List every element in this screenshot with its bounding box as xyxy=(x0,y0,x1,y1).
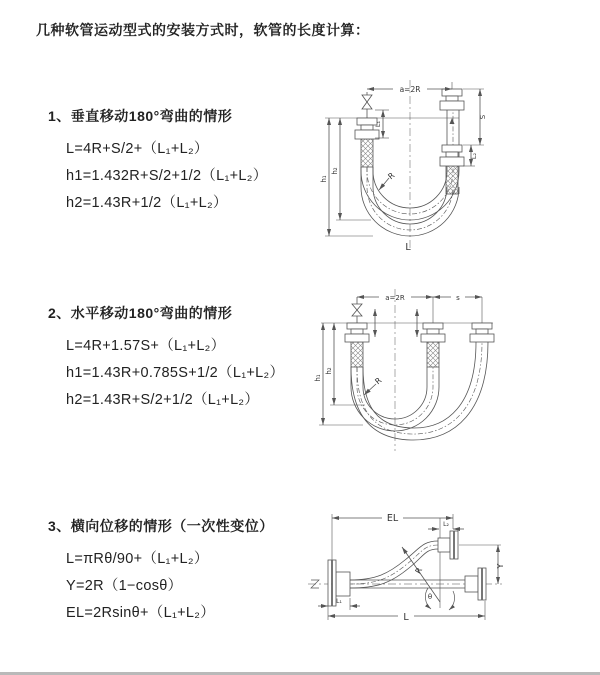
d3-angle-theta-label: θ xyxy=(427,593,433,601)
d2-dim-h2-label: h₂ xyxy=(325,367,333,375)
page-title: 几种软管运动型式的安装方式时，软管的长度计算： xyxy=(36,22,370,38)
formula-line: Y=2R（1−cosθ） xyxy=(66,578,183,594)
d3-dim-y-label: Y xyxy=(496,563,505,569)
left-fitting xyxy=(345,323,369,342)
upper-flange xyxy=(438,531,458,559)
dim-a2r xyxy=(357,297,482,323)
diagram-1-svg xyxy=(313,76,573,260)
d2-dim-s-label: s xyxy=(456,294,460,302)
formula-line: h2=1.43R+S/2+1/2（L₁+L₂） xyxy=(66,392,260,408)
d2-dim-a2r-label: a=2R xyxy=(385,294,405,302)
d3-length-label: L xyxy=(403,612,409,623)
formula-line: EL=2Rsinθ+（L₁+L₂） xyxy=(66,605,216,621)
braid-section xyxy=(446,166,458,194)
section-3-heading: 3、横向位移的情形（一次性变位） xyxy=(48,518,274,534)
section-1 xyxy=(48,106,268,217)
formula-line: h1=1.432R+S/2+1/2（L₁+L₂） xyxy=(66,168,268,184)
d1-length-label: L xyxy=(405,242,411,253)
braid-section xyxy=(361,139,373,167)
hose-displaced-position xyxy=(350,541,438,588)
valve-icon xyxy=(352,297,362,323)
diagram-3-svg xyxy=(302,502,592,650)
formula-line: L=πRθ/90+（L₁+L₂） xyxy=(66,551,209,567)
braid-section xyxy=(427,342,439,367)
d1-dim-s-label: S xyxy=(479,114,487,120)
valve-icon xyxy=(362,92,372,118)
formula-line: h2=1.43R+1/2（L₁+L₂） xyxy=(66,195,228,211)
d1-dim-l1-label: L₁ xyxy=(374,120,382,128)
right-fitting xyxy=(470,323,494,342)
diagram-vertical-180-bend xyxy=(313,76,573,260)
d3-dim-l2-label: L₂ xyxy=(443,521,449,528)
d1-dim-h1-label: h₁ xyxy=(320,175,328,183)
d3-radius-label: R xyxy=(413,566,425,576)
d3-dim-l1-label: L₁ xyxy=(336,598,342,605)
d3-dim-el-label: EL xyxy=(386,513,399,524)
braid-section xyxy=(351,342,363,367)
d1-dim-l2-label: L₂ xyxy=(470,152,478,160)
diagram-horizontal-180-bend xyxy=(313,283,578,461)
section-2 xyxy=(48,303,284,414)
right-lower-flange xyxy=(465,568,486,600)
diagram-2-svg xyxy=(313,283,578,461)
right-lower-fitting xyxy=(440,145,464,166)
formula-line: L=4R+1.57S+（L₁+L₂） xyxy=(66,338,226,354)
diagram-lateral-displacement xyxy=(302,502,592,650)
middle-fitting xyxy=(421,323,445,342)
datum-arrow-icon xyxy=(450,118,455,124)
right-upper-fitting xyxy=(440,89,464,110)
d1-dim-h2-label: h₂ xyxy=(331,167,339,175)
d1-dim-a2r-label: a=2R xyxy=(399,85,421,94)
radius-leader xyxy=(379,178,389,190)
d2-radius-label: R xyxy=(373,375,384,387)
section-2-heading: 2、水平移动180°弯曲的情形 xyxy=(48,305,233,321)
section-1-heading: 1、垂直移动180°弯曲的情形 xyxy=(48,108,233,124)
section-3 xyxy=(48,516,274,627)
hose-position-2-swung xyxy=(351,342,488,440)
d1-radius-label: R xyxy=(386,170,397,182)
formula-line: L=4R+S/2+（L₁+L₂） xyxy=(66,141,209,157)
formula-line: h1=1.43R+0.785S+1/2（L₁+L₂） xyxy=(66,365,285,381)
radius-leader xyxy=(364,384,376,395)
d2-dim-h1-label: h₁ xyxy=(314,374,322,382)
